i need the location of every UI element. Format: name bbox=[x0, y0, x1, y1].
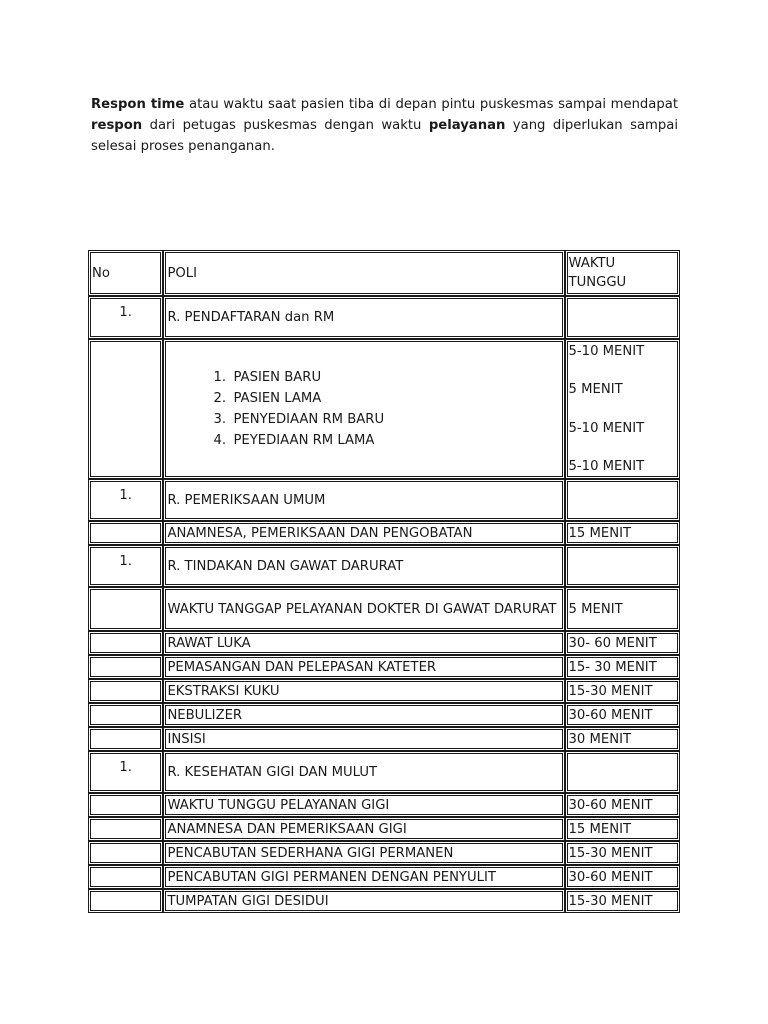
row-label: ANAMNESA DAN PEMERIKSAAN GIGI bbox=[163, 817, 564, 841]
row-time: 30 MENIT bbox=[565, 727, 680, 751]
section-number: 1. bbox=[88, 751, 163, 793]
table-row bbox=[88, 889, 680, 913]
header-poli: POLI bbox=[163, 250, 564, 296]
list-item: 2. PASIEN LAMA bbox=[213, 391, 322, 406]
section-row-pemeriksaan-umum bbox=[88, 479, 680, 521]
table-row bbox=[88, 703, 680, 727]
row-label: NEBULIZER bbox=[163, 703, 564, 727]
row-time: 15-30 MENIT bbox=[565, 679, 680, 703]
pendaftaran-times-cell bbox=[565, 339, 680, 479]
section-title: R. PENDAFTARAN dan RM bbox=[163, 296, 564, 339]
intro-bold-respon-time: Respon time bbox=[91, 97, 185, 112]
pendaftaran-detail-row bbox=[88, 339, 680, 479]
row-time: 15- 30 MENIT bbox=[565, 655, 680, 679]
row-label: WAKTU TUNGGU PELAYANAN GIGI bbox=[163, 793, 564, 817]
row-label: EKSTRAKSI KUKU bbox=[163, 679, 564, 703]
empty-cell bbox=[88, 793, 163, 817]
time-value: 5 MENIT bbox=[568, 382, 623, 397]
row-label: PENCABUTAN GIGI PERMANEN DENGAN PENYULIT bbox=[163, 865, 564, 889]
section-time-empty bbox=[565, 296, 680, 339]
header-waktu-tunggu: WAKTU TUNGGU bbox=[565, 250, 680, 296]
section-number: 1. bbox=[88, 479, 163, 521]
empty-cell bbox=[88, 841, 163, 865]
section-title: R. TINDAKAN DAN GAWAT DARURAT bbox=[163, 545, 564, 587]
section-row-pendaftaran bbox=[88, 296, 680, 339]
row-label: RAWAT LUKA bbox=[163, 631, 564, 655]
row-label: PENCABUTAN SEDERHANA GIGI PERMANEN bbox=[163, 841, 564, 865]
time-value: 5-10 MENIT bbox=[568, 421, 645, 436]
table-row bbox=[88, 865, 680, 889]
pendaftaran-list bbox=[167, 367, 560, 451]
intro-bold-pelayanan: pelayanan bbox=[428, 118, 506, 133]
row-time: 30-60 MENIT bbox=[565, 793, 680, 817]
section-number: 1. bbox=[88, 296, 163, 339]
table-row bbox=[88, 727, 680, 751]
intro-text-3: yang diperlukan sampai selesai proses penanganan. bbox=[91, 118, 678, 154]
pendaftaran-list-cell bbox=[163, 339, 564, 479]
empty-cell bbox=[88, 727, 163, 751]
intro-text-2: dari petugas puskesmas dengan waktu bbox=[142, 118, 429, 133]
list-item: 3. PENYEDIAAN RM BARU bbox=[213, 412, 385, 427]
table-row bbox=[88, 817, 680, 841]
row-time: 5 MENIT bbox=[565, 587, 680, 631]
table-row bbox=[88, 587, 680, 631]
intro-text-1: atau waktu saat pasien tiba di depan pintu puskesmas sampai mendapat bbox=[184, 97, 679, 112]
section-time-empty bbox=[565, 479, 680, 521]
header-no: No bbox=[88, 250, 163, 296]
table-row bbox=[88, 679, 680, 703]
row-label: TUMPATAN GIGI DESIDUI bbox=[163, 889, 564, 913]
table-row bbox=[88, 655, 680, 679]
empty-cell bbox=[88, 521, 163, 545]
empty-cell bbox=[88, 679, 163, 703]
list-item: 4. PEYEDIAAN RM LAMA bbox=[213, 433, 375, 448]
row-label: INSISI bbox=[163, 727, 564, 751]
table-header-row bbox=[88, 250, 680, 296]
section-time-empty bbox=[565, 751, 680, 793]
row-time: 15 MENIT bbox=[565, 817, 680, 841]
table-row bbox=[88, 521, 680, 545]
empty-cell bbox=[88, 703, 163, 727]
waiting-time-table bbox=[88, 250, 680, 913]
row-time: 15 MENIT bbox=[565, 521, 680, 545]
empty-cell bbox=[88, 587, 163, 631]
table-row bbox=[88, 793, 680, 817]
row-time: 30-60 MENIT bbox=[565, 703, 680, 727]
section-title: R. PEMERIKSAAN UMUM bbox=[163, 479, 564, 521]
section-row-gigi-mulut bbox=[88, 751, 680, 793]
empty-cell bbox=[88, 817, 163, 841]
row-time: 15-30 MENIT bbox=[565, 889, 680, 913]
section-row-tindakan bbox=[88, 545, 680, 587]
list-item: 1. PASIEN BARU bbox=[213, 370, 322, 385]
table-row bbox=[88, 631, 680, 655]
empty-cell bbox=[88, 339, 163, 479]
row-label: PEMASANGAN DAN PELEPASAN KATETER bbox=[163, 655, 564, 679]
row-time: 30- 60 MENIT bbox=[565, 631, 680, 655]
empty-cell bbox=[88, 631, 163, 655]
row-time: 30-60 MENIT bbox=[565, 865, 680, 889]
section-number: 1. bbox=[88, 545, 163, 587]
time-value: 5-10 MENIT bbox=[568, 344, 645, 359]
empty-cell bbox=[88, 865, 163, 889]
time-value: 5-10 MENIT bbox=[568, 459, 645, 474]
row-label: ANAMNESA, PEMERIKSAAN DAN PENGOBATAN bbox=[163, 521, 564, 545]
row-time: 15-30 MENIT bbox=[565, 841, 680, 865]
intro-bold-respon: respon bbox=[91, 118, 143, 133]
empty-cell bbox=[88, 889, 163, 913]
section-title: R. KESEHATAN GIGI DAN MULUT bbox=[163, 751, 564, 793]
empty-cell bbox=[88, 655, 163, 679]
intro-paragraph bbox=[91, 94, 678, 157]
section-time-empty bbox=[565, 545, 680, 587]
table-row bbox=[88, 841, 680, 865]
row-label: WAKTU TANGGAP PELAYANAN DOKTER DI GAWAT DARURAT bbox=[163, 587, 564, 631]
